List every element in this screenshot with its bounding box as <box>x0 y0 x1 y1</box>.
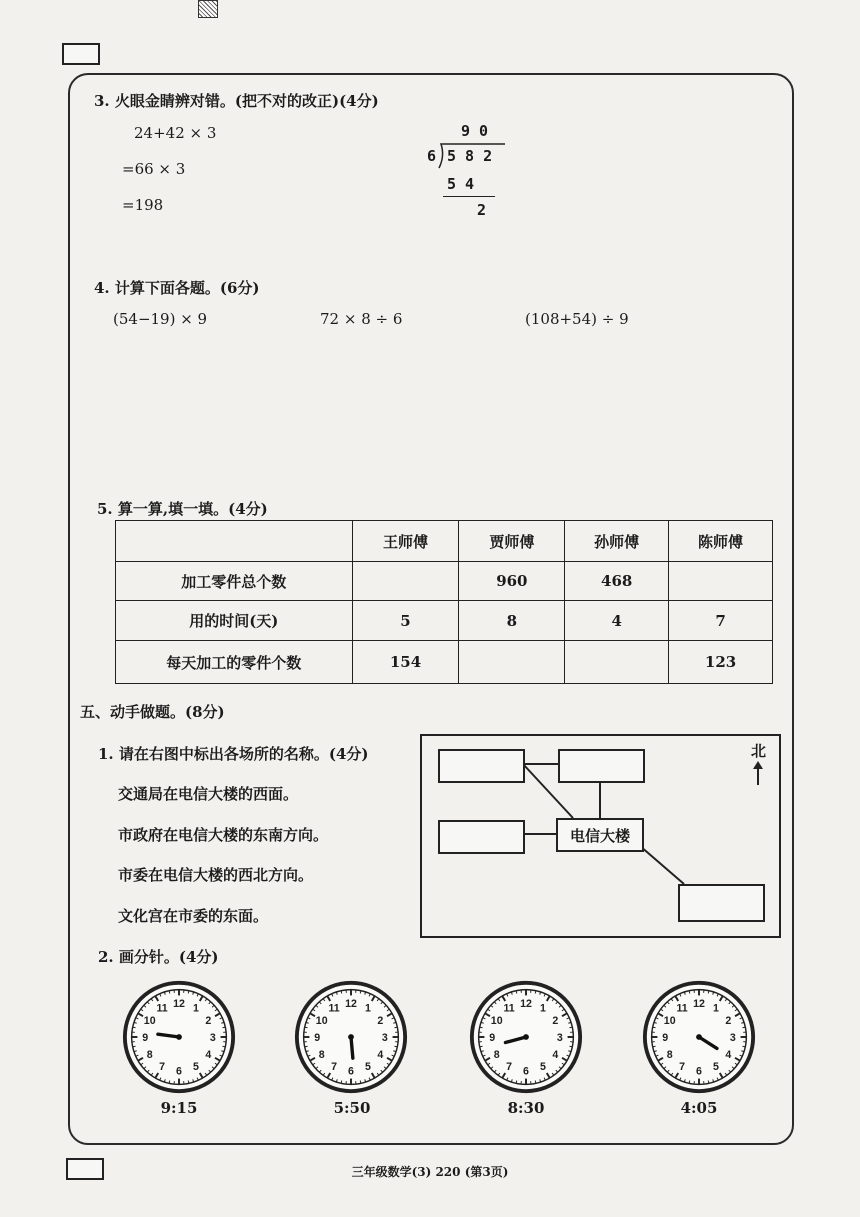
clock-numeral: 1 <box>539 1002 546 1015</box>
clock-numeral: 7 <box>159 1061 166 1074</box>
clock-numeral: 8 <box>318 1048 325 1061</box>
parts-table <box>115 520 773 684</box>
row-label: 每天加工的零件个数 <box>116 641 353 684</box>
clock-numeral: 7 <box>506 1061 513 1074</box>
division-dividend: 5 8 2 <box>447 147 493 165</box>
barcode-mark <box>198 0 218 18</box>
clue-4: 文化宫在市委的东面。 <box>118 907 269 925</box>
map-box-west[interactable] <box>438 820 525 854</box>
clock-numeral: 12 <box>520 998 532 1011</box>
clock-numeral: 4 <box>725 1048 732 1061</box>
division-divisor: 6 <box>427 147 437 165</box>
division-quotient: 9 0 <box>461 122 489 140</box>
clock-numeral: 11 <box>676 1002 688 1015</box>
table-header: 陈师傅 <box>669 521 773 562</box>
clock-label: 9:15 <box>160 1099 198 1117</box>
clock-face <box>293 979 409 1095</box>
north-arrow-icon <box>751 760 765 786</box>
q3-line-3: =198 <box>122 196 164 214</box>
table-cell: 123 <box>669 641 773 684</box>
clock-numeral: 2 <box>725 1014 732 1027</box>
clock-numeral: 1 <box>364 1002 371 1015</box>
clock-numeral: 6 <box>523 1065 529 1078</box>
clock-numeral: 3 <box>556 1031 563 1044</box>
clock-face <box>121 979 237 1095</box>
clock-label: 5:50 <box>333 1099 371 1117</box>
clock-numeral: 4 <box>205 1048 212 1061</box>
clue-2: 市政府在电信大楼的东南方向。 <box>118 826 329 844</box>
clock-numeral: 12 <box>693 998 705 1011</box>
north-label: 北 <box>751 742 767 760</box>
clock-numeral: 3 <box>381 1031 388 1044</box>
q3-title: 3. 火眼金睛辨对错。(把不对的改正)(4分) <box>94 92 379 110</box>
clock-numeral: 5 <box>364 1061 371 1074</box>
clock-numeral: 8 <box>146 1048 153 1061</box>
section5-title: 五、动手做题。(8分) <box>80 703 225 721</box>
clock-numeral: 5 <box>712 1061 719 1074</box>
q3-line-1: 24+42 × 3 <box>134 124 217 142</box>
clue-3: 市委在电信大楼的西北方向。 <box>118 866 314 884</box>
clock-numeral: 8 <box>666 1048 673 1061</box>
clock-numeral: 11 <box>503 1002 515 1015</box>
map-box-southeast[interactable] <box>678 884 765 922</box>
s5-q1-title: 1. 请在右图中标出各场所的名称。(4分) <box>98 745 369 763</box>
table-row <box>116 521 773 562</box>
clock-label: 8:30 <box>507 1099 545 1117</box>
q4-title: 4. 计算下面各题。(6分) <box>94 279 260 297</box>
clock-numeral: 10 <box>663 1014 676 1027</box>
table-cell: 468 <box>565 562 669 601</box>
table-header: 贾师傅 <box>459 521 565 562</box>
row-label: 用的时间(天) <box>116 601 353 641</box>
answer-cell[interactable] <box>459 641 565 684</box>
clock-numeral: 4 <box>552 1048 559 1061</box>
direction-map <box>420 734 781 938</box>
clock-numeral: 9 <box>142 1031 149 1044</box>
clock-numeral: 5 <box>192 1061 199 1074</box>
clock-numeral: 6 <box>348 1065 354 1078</box>
clock-numeral: 1 <box>712 1002 719 1015</box>
clock-face <box>468 979 584 1095</box>
clock-numeral: 8 <box>493 1048 500 1061</box>
table-header: 王师傅 <box>352 521 459 562</box>
clock-numeral: 7 <box>679 1061 686 1074</box>
table-cell: 154 <box>352 641 459 684</box>
clock-numeral: 9 <box>662 1031 669 1044</box>
clock-face <box>641 979 757 1095</box>
clock-label: 4:05 <box>680 1099 718 1117</box>
table-cell: 8 <box>459 601 565 641</box>
clock-numeral: 10 <box>490 1014 503 1027</box>
division-remainder: 2 <box>477 201 487 219</box>
corner-box-top <box>62 43 100 65</box>
clock-numeral: 3 <box>729 1031 736 1044</box>
table-header: 孙师傅 <box>565 521 669 562</box>
clock-numeral: 2 <box>552 1014 559 1027</box>
clock-numeral: 3 <box>209 1031 216 1044</box>
clock-numeral: 11 <box>156 1002 168 1015</box>
clock-numeral: 6 <box>176 1065 182 1078</box>
q4-item-2: 72 × 8 ÷ 6 <box>320 310 403 328</box>
q3-line-2: =66 × 3 <box>122 160 186 178</box>
page-footer: 三年级数学(3) 220 (第3页) <box>351 1165 509 1179</box>
division-product: 5 4 <box>447 175 475 193</box>
clock-numeral: 9 <box>489 1031 496 1044</box>
clock-numeral: 12 <box>345 998 357 1011</box>
table-cell <box>116 521 353 562</box>
table-cell: 4 <box>565 601 669 641</box>
hour-hand <box>351 1037 353 1058</box>
table-cell: 5 <box>352 601 459 641</box>
clock-numeral: 2 <box>377 1014 384 1027</box>
map-box-north[interactable] <box>558 749 645 783</box>
clue-1: 交通局在电信大楼的西面。 <box>118 785 299 803</box>
map-box-telecom-building: 电信大楼 <box>556 818 644 852</box>
s5-q2-title: 2. 画分针。(4分) <box>98 948 219 966</box>
clock-numeral: 11 <box>328 1002 340 1015</box>
q5-title: 5. 算一算,填一填。(4分) <box>97 500 268 518</box>
division-line <box>443 196 495 197</box>
answer-cell[interactable] <box>669 562 773 601</box>
answer-cell[interactable] <box>352 562 459 601</box>
table-row <box>116 601 773 641</box>
clock-numeral: 2 <box>205 1014 212 1027</box>
q4-item-1: (54−19) × 9 <box>113 310 208 328</box>
clock-numeral: 9 <box>314 1031 321 1044</box>
table-cell: 960 <box>459 562 565 601</box>
q4-item-3: (108+54) ÷ 9 <box>525 310 629 328</box>
long-division <box>425 120 515 220</box>
map-box-northwest[interactable] <box>438 749 525 783</box>
clock-numeral: 10 <box>143 1014 156 1027</box>
clock-numeral: 5 <box>539 1061 546 1074</box>
table-cell: 7 <box>669 601 773 641</box>
clock-numeral: 6 <box>696 1065 702 1078</box>
clock-numeral: 1 <box>192 1002 199 1015</box>
table-row <box>116 562 773 601</box>
clock-numeral: 10 <box>315 1014 328 1027</box>
table-row <box>116 641 773 684</box>
clock-numeral: 4 <box>377 1048 384 1061</box>
row-label: 加工零件总个数 <box>116 562 353 601</box>
clock-numeral: 12 <box>173 998 185 1011</box>
answer-cell[interactable] <box>565 641 669 684</box>
clock-numeral: 7 <box>331 1061 338 1074</box>
